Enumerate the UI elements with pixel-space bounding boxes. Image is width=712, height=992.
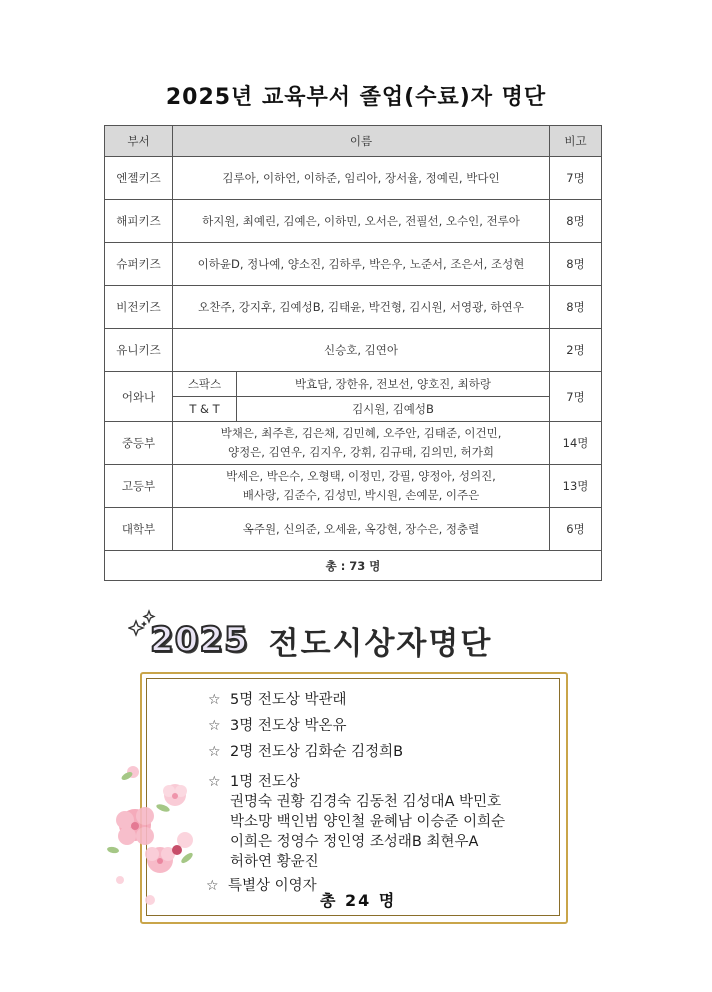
count-cell: 14명 [550, 422, 602, 465]
dept-cell: 슈퍼키즈 [105, 243, 173, 286]
count-cell: 13명 [550, 465, 602, 508]
dept-cell: 중등부 [105, 422, 173, 465]
table-row [105, 397, 602, 422]
star-icon: ☆ [208, 744, 221, 760]
names-cell: 옥주원, 신의준, 오세윤, 옥강현, 장수은, 정충렬 [173, 508, 550, 551]
dept-cell: 유니키즈 [105, 329, 173, 372]
dept-cell: 해피키즈 [105, 200, 173, 243]
award-year: 2025 [150, 620, 249, 660]
names-cell [173, 422, 550, 465]
table-row [105, 372, 602, 397]
header-dept: 부서 [105, 126, 173, 157]
star-icon: ☆ [206, 878, 219, 894]
table-row [105, 508, 602, 551]
subgroup-label: T & T [173, 397, 237, 422]
count-cell: 8명 [550, 286, 602, 329]
count-cell: 7명 [550, 372, 602, 422]
total-row [105, 551, 602, 581]
table-row [105, 465, 602, 508]
header-names: 이름 [173, 126, 550, 157]
award-one-content [230, 772, 505, 872]
award-list [208, 690, 568, 900]
names-cell: 이하윤D, 정나예, 양소진, 김하루, 박은우, 노준서, 조은서, 조성현 [173, 243, 550, 286]
cherry-blossom-illustration [105, 750, 215, 920]
award-text: 3명 전도상 박온유 [230, 718, 347, 734]
page-title: 2025년 교육부서 졸업(수료)자 명단 [165, 85, 547, 110]
count-cell: 2명 [550, 329, 602, 372]
award-text: 2명 전도상 김화순 김정희B [230, 744, 404, 760]
table-row [105, 422, 602, 465]
award-item-one [208, 772, 568, 872]
award-title [150, 615, 570, 665]
award-text: 특별상 이영자 [228, 878, 317, 894]
count-cell: 8명 [550, 200, 602, 243]
total-cell: 총 : 73 명 [105, 551, 602, 581]
names-line: 배사랑, 김준수, 김성민, 박시원, 손예문, 이주은 [242, 488, 480, 502]
award-names-line: 이희은 정영수 정인영 조성래B 최현우A [230, 834, 479, 850]
award-heading: 전도시상자명단 [268, 625, 493, 662]
names-cell: 신승호, 김연아 [173, 329, 550, 372]
dept-cell: 대학부 [105, 508, 173, 551]
names-line: 박세은, 박은수, 오형택, 이정민, 강필, 양정아, 성의진, [226, 469, 496, 483]
dept-cell: 어와나 [105, 372, 173, 422]
names-cell: 김시원, 김예성B [237, 397, 550, 422]
table-row [105, 286, 602, 329]
dept-cell: 고등부 [105, 465, 173, 508]
header-note: 비고 [550, 126, 602, 157]
award-names-line: 박소망 백인범 양인철 윤혜남 이승준 이희순 [230, 814, 506, 830]
names-cell: 오찬주, 강지후, 김예성B, 김태윤, 박건형, 김시원, 서영광, 하연우 [173, 286, 550, 329]
graduates-table [104, 125, 602, 581]
subgroup-label: 스팍스 [173, 372, 237, 397]
count-cell: 7명 [550, 157, 602, 200]
table-row [105, 200, 602, 243]
count-cell: 6명 [550, 508, 602, 551]
award-names-line: 허하연 황윤진 [230, 854, 319, 870]
names-line: 박채은, 최주흔, 김은채, 김민혜, 오주안, 김태준, 이건민, [220, 426, 502, 440]
award-item [208, 716, 568, 740]
names-cell: 하지원, 최예린, 김예은, 이하민, 오서은, 전필선, 오수인, 전루아 [173, 200, 550, 243]
table-row [105, 157, 602, 200]
award-names-line: 권명숙 권황 김경숙 김동천 김성대A 박민호 [230, 794, 502, 810]
names-cell: 김루아, 이하언, 이하준, 임리아, 장서율, 정예린, 박다인 [173, 157, 550, 200]
count-cell: 8명 [550, 243, 602, 286]
award-text: 5명 전도상 박관래 [230, 692, 347, 708]
dept-cell: 엔젤키즈 [105, 157, 173, 200]
table-row [105, 329, 602, 372]
award-item [208, 742, 568, 766]
names-line: 양정은, 김연우, 김지우, 강휘, 김규태, 김의민, 허가희 [227, 445, 495, 459]
award-one-heading: 1명 전도상 [230, 774, 300, 790]
dept-cell: 비전키즈 [105, 286, 173, 329]
names-cell: 박효담, 장한유, 전보선, 양호진, 최하랑 [237, 372, 550, 397]
table-header-row [105, 126, 602, 157]
star-icon: ☆ [208, 718, 221, 734]
award-item [208, 690, 568, 714]
star-icon: ☆ [208, 692, 221, 708]
star-icon: ☆ [208, 774, 221, 790]
award-total: 총 24 명 [320, 891, 397, 910]
names-cell [173, 465, 550, 508]
table-row [105, 243, 602, 286]
